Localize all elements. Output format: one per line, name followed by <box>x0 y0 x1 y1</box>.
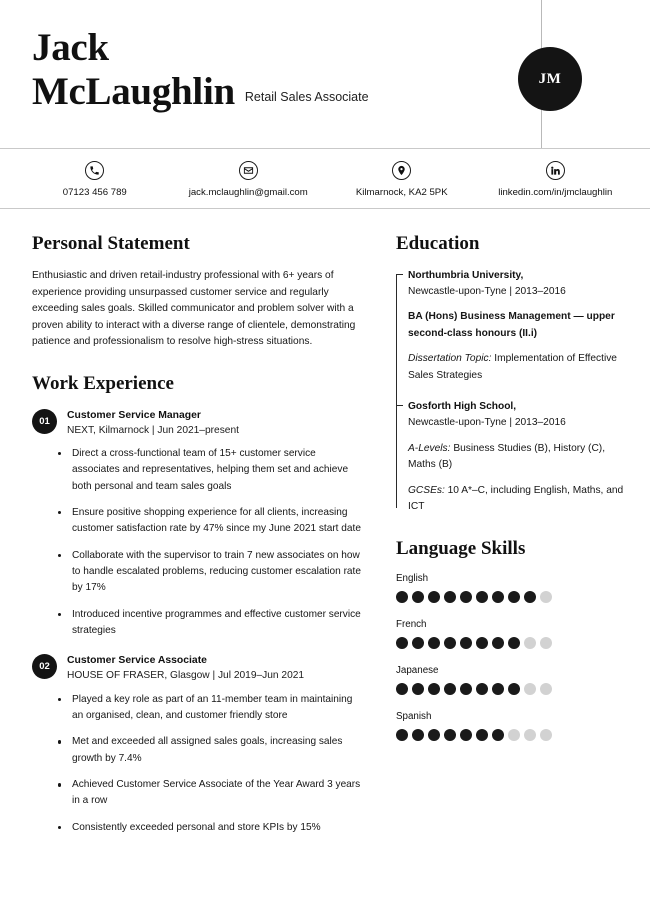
job-header <box>32 653 362 683</box>
language-rating-dots <box>396 637 624 649</box>
job-header <box>32 408 362 438</box>
rating-dot <box>476 637 488 649</box>
envelope-icon <box>239 161 258 180</box>
rating-dot <box>524 637 536 649</box>
education-detail <box>408 483 624 516</box>
job-bullet: Met and exceeded all assigned sales goals, increasing sales growth by 7.4% <box>58 734 362 767</box>
education-school: Northumbria University, <box>408 270 524 281</box>
language-skills-heading: Language Skills <box>396 537 526 559</box>
education-location-dates: Newcastle-upon-Tyne | 2013–2016 <box>408 285 566 297</box>
language-entry <box>396 711 624 741</box>
rating-dot <box>396 591 408 603</box>
job-bullet: Ensure positive shopping experience for all clients, increasing customer satisfaction rate by 47% since my June 2021 start date <box>58 505 362 538</box>
contact-email-text[interactable]: jack.mclaughlin@gmail.com <box>188 187 308 198</box>
job-bullet: Direct a cross-functional team of 15+ customer service associates and representatives, helping them set and achieve both personal and team sales goals <box>58 446 362 495</box>
rating-dot <box>412 591 424 603</box>
rating-dot <box>540 591 552 603</box>
contact-item-linkedin <box>479 161 633 198</box>
left-column <box>0 225 386 850</box>
education-detail-label: GCSEs: <box>408 484 445 496</box>
phone-icon <box>85 161 104 180</box>
rating-dot <box>476 591 488 603</box>
education-detail <box>408 351 624 384</box>
contact-item-location <box>325 161 479 198</box>
job-company-dates: HOUSE OF FRASER, Glasgow | Jul 2019–Jun 2021 <box>67 670 305 682</box>
right-column <box>386 225 650 850</box>
education-entry <box>408 399 624 515</box>
rating-dot <box>540 637 552 649</box>
rating-dot <box>540 683 552 695</box>
language-entry <box>396 665 624 695</box>
language-name: French <box>396 618 427 630</box>
job-bullet: Introduced incentive programmes and effective customer service strategies <box>58 607 362 640</box>
education-degree <box>408 309 624 342</box>
rating-dot <box>444 591 456 603</box>
education-degree-text: BA (Hons) Business Management — upper second-class honours (II.i) <box>408 311 615 339</box>
rating-dot <box>428 683 440 695</box>
job-entry <box>32 653 362 836</box>
resume-body <box>0 209 650 850</box>
contact-phone-text[interactable]: 07123 456 789 <box>62 187 127 198</box>
personal-statement-text: Enthusiastic and driven retail-industry professional with 6+ years of experience providing unsurpassed customer service and regularly exceeding sales goals. Skilled communicator and problem solver with a proven ability to interact with a diverse range of clientele, demonstrating patience and professionalism to resolve high-stress situations. <box>32 270 356 348</box>
language-rating-dots <box>396 729 624 741</box>
education-school: Gosforth High School, <box>408 401 517 413</box>
rating-dot <box>508 729 520 741</box>
job-company-dates: NEXT, Kilmarnock | Jun 2021–present <box>67 424 239 436</box>
contact-item-phone <box>18 161 172 198</box>
work-experience-heading: Work Experience <box>32 372 174 394</box>
language-entry <box>396 573 624 603</box>
rating-dot <box>460 637 472 649</box>
linkedin-icon <box>546 161 565 180</box>
job-role-title: Customer Service Manager <box>67 409 201 421</box>
rating-dot <box>444 729 456 741</box>
rating-dot <box>396 729 408 741</box>
job-entry <box>32 408 362 640</box>
language-entry <box>396 619 624 649</box>
rating-dot <box>524 683 536 695</box>
rating-dot <box>396 637 408 649</box>
education-timeline-rail <box>396 274 397 508</box>
rating-dot <box>508 637 520 649</box>
job-bullet: Achieved Customer Service Associate of the Year Award 3 years in a row <box>58 777 362 810</box>
rating-dot <box>428 637 440 649</box>
name-block <box>32 26 502 114</box>
language-name: Japanese <box>396 664 439 676</box>
rating-dot <box>460 683 472 695</box>
personal-statement-heading: Personal Statement <box>32 233 190 254</box>
job-bullet-list <box>32 692 362 836</box>
job-number-badge: 01 <box>32 409 57 434</box>
monogram-avatar: JM <box>518 47 582 111</box>
job-bullet: Played a key role as part of an 11-member team in maintaining an organised, clean, and customer friendly store <box>58 692 362 725</box>
last-name: McLaughlin <box>32 70 235 114</box>
rating-dot <box>492 729 504 741</box>
rating-dot <box>412 729 424 741</box>
job-bullet: Collaborate with the supervisor to train 7 new associates on how to handle escalated problems, reducing customer escalation rate by 17% <box>58 548 362 597</box>
rating-dot <box>412 637 424 649</box>
education-entry <box>408 268 624 384</box>
rating-dot <box>460 591 472 603</box>
contact-strip <box>0 148 650 209</box>
rating-dot <box>396 683 408 695</box>
education-list <box>396 268 624 516</box>
rating-dot <box>428 591 440 603</box>
education-heading: Education <box>396 233 480 254</box>
education-detail-label: Dissertation Topic: <box>408 353 492 365</box>
language-name: English <box>396 572 429 584</box>
job-title: Retail Sales Associate <box>244 90 369 105</box>
rating-dot <box>540 729 552 741</box>
rating-dot <box>492 683 504 695</box>
contact-linkedin-text[interactable]: linkedin.com/in/jmclaughlin <box>498 187 613 198</box>
name-row-second <box>32 70 502 114</box>
location-pin-icon <box>392 161 411 180</box>
contact-item-email <box>172 161 326 198</box>
education-location-dates: Newcastle-upon-Tyne | 2013–2016 <box>408 417 566 429</box>
job-bullet: Consistently exceeded personal and store KPIs by 15% <box>58 820 362 836</box>
rating-dot <box>524 729 536 741</box>
resume-header <box>0 0 650 148</box>
language-rating-dots <box>396 591 624 603</box>
rating-dot <box>524 591 536 603</box>
first-name: Jack <box>32 26 109 69</box>
job-number-badge: 02 <box>32 654 57 679</box>
rating-dot <box>476 729 488 741</box>
education-detail-text: Business Studies (B), History (C), Maths (B) <box>408 442 606 471</box>
rating-dot <box>460 729 472 741</box>
rating-dot <box>492 637 504 649</box>
education-detail-text: 10 A*–C, including English, Maths, and ICT <box>408 484 624 513</box>
rating-dot <box>508 591 520 603</box>
job-bullet-list <box>32 446 362 639</box>
language-rating-dots <box>396 683 624 695</box>
language-name: Spanish <box>396 710 432 722</box>
rating-dot <box>444 637 456 649</box>
rating-dot <box>492 591 504 603</box>
rating-dot <box>508 683 520 695</box>
education-detail <box>408 441 624 474</box>
rating-dot <box>444 683 456 695</box>
rating-dot <box>428 729 440 741</box>
education-detail-label: A-Levels: <box>408 442 451 454</box>
rating-dot <box>412 683 424 695</box>
job-role-title: Customer Service Associate <box>67 655 207 667</box>
rating-dot <box>476 683 488 695</box>
contact-location-text: Kilmarnock, KA2 5PK <box>355 187 448 198</box>
education-detail-text: Implementation of Effective Sales Strategies <box>408 353 617 381</box>
